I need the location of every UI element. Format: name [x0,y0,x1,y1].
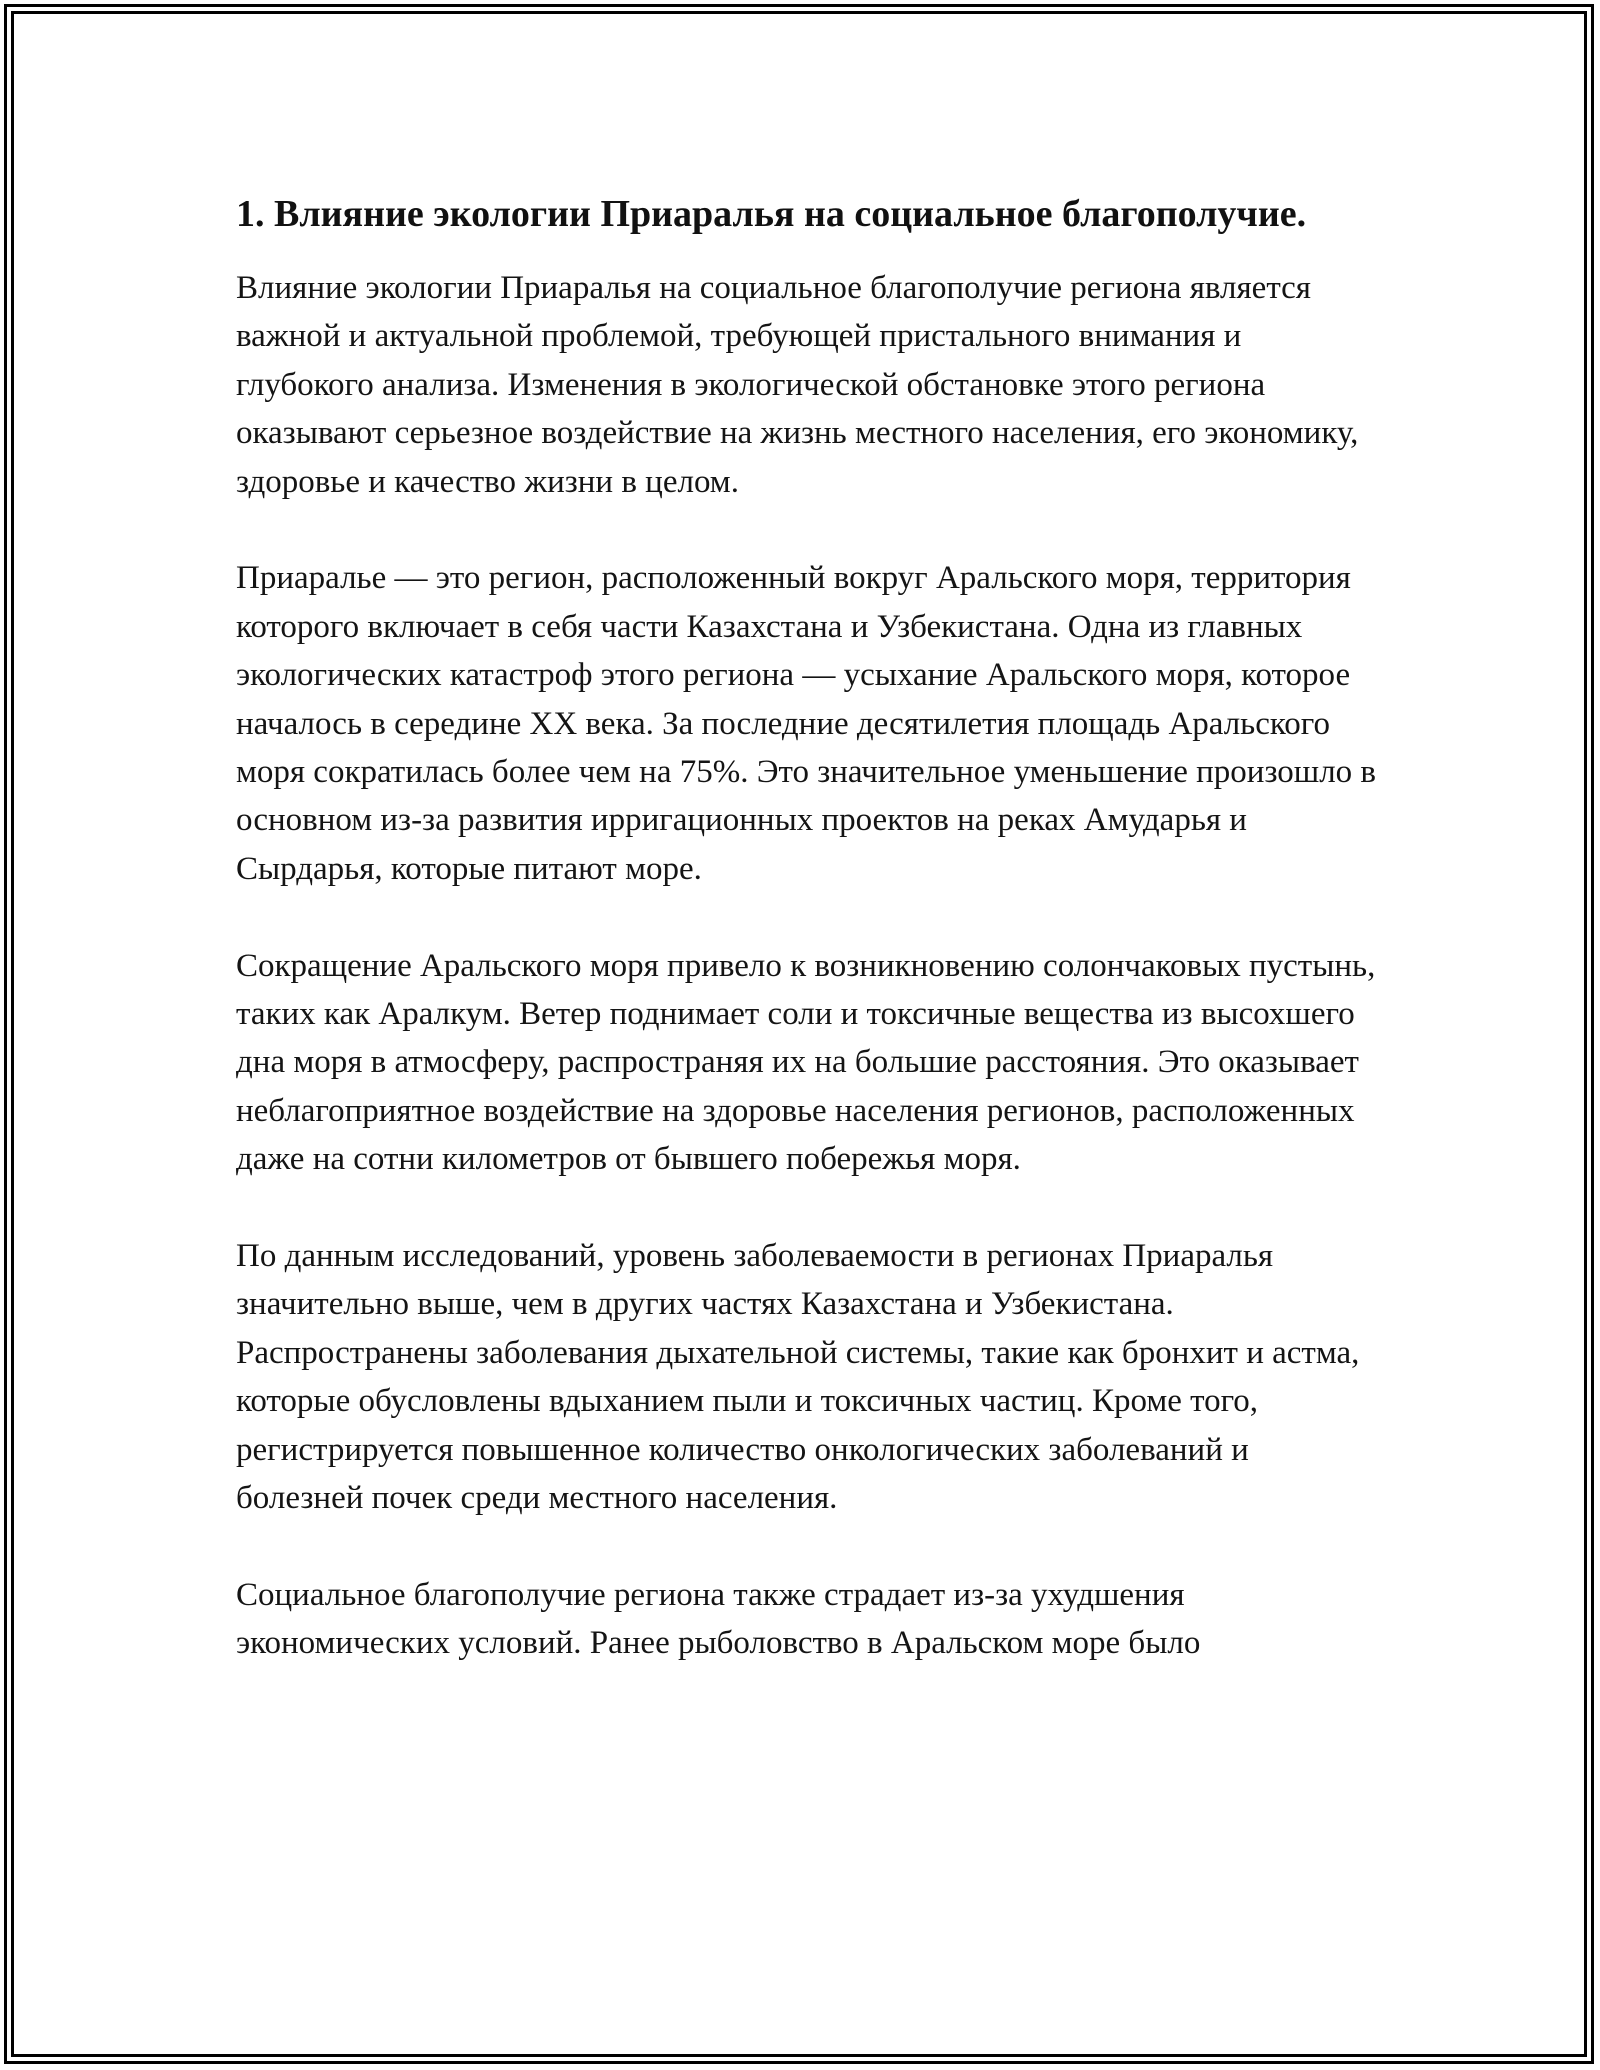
paragraph-1: Влияние экологии Приаралья на социальное благополучие региона является важной и актуальной проблемой, требующей пристального внимания и глубокого анализа. Изменения в экологической обстановке этого региона оказывают серьезное воздействие на жизнь местного населения, его экономику, здоровье и качество жизни в целом. [236,270,1359,500]
paragraph-5: Социальное благополучие региона также страдает из-за ухудшения экономических условий. Ранее рыболовство в Аральском море было [236,1576,1201,1662]
document-body [236,186,1376,1716]
paragraph-4: По данным исследований, уровень заболеваемости в регионах Приаралья значительно выше, чем в других частях Казахстана и Узбекистана. Распространены заболевания дыхательной системы, такие как бронхит и астма, которые обусловлены вдыханием пыли и токсичных частиц. Кроме того, регистрируется повышенное количество онкологических заболеваний и болезней почек среди местного населения. [236,1238,1360,1517]
paragraph-3: Сокращение Аральского моря привело к возникновению солончаковых пустынь, таких как Аралкум. Ветер поднимает соли и токсичные вещества из высохшего дна моря в атмосферу, распространяя их на большие расстояния. Это оказывает неблагоприятное воздействие на здоровье населения регионов, расположенных даже на сотни километров от бывшего побережья моря. [236,947,1376,1178]
paragraph-2: Приаралье — это регион, расположенный вокруг Аральского моря, территория которого включает в себя части Казахстана и Узбекистана. Одна из главных экологических катастроф этого региона — усыхание Аральского моря, которое началось в середине XX века. За последние десятилетия площадь Аральского моря сократилась более чем на 75%. Это значительное уменьшение произошло в основном из-за развития ирригационных проектов на реках Амударья и Сырдарья, которые питают море. [236,560,1377,887]
section-heading: 1. Влияние экологии Приаралья на социальное благополучие. [236,193,1307,235]
